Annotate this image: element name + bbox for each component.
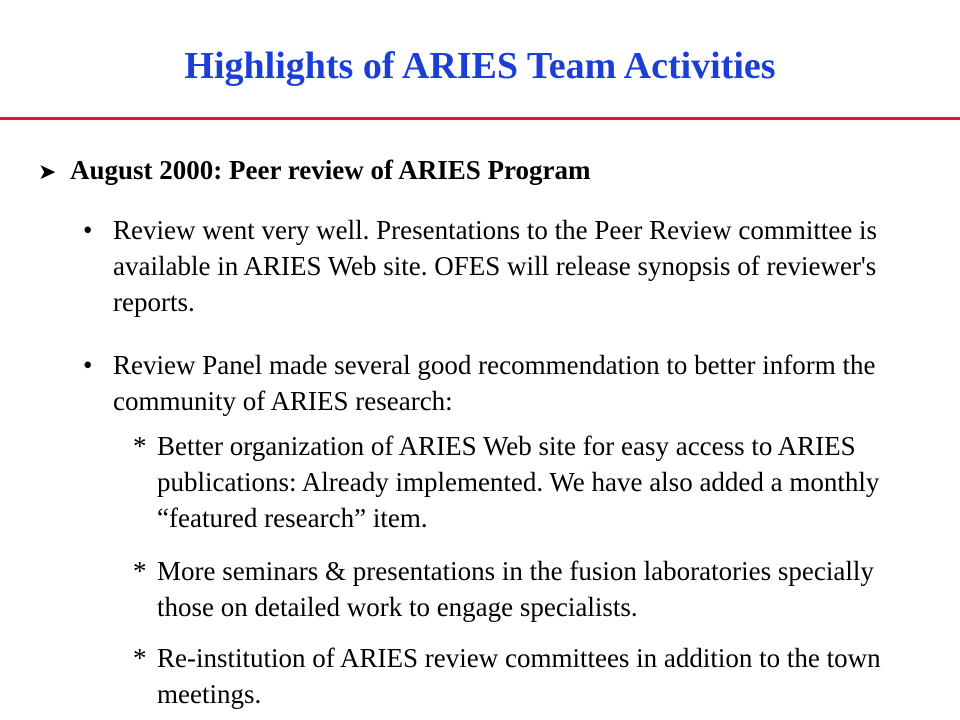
main-bullet-text: August 2000: Peer review of ARIES Program <box>70 155 591 185</box>
recommendation-text: Better organization of ARIES Web site for easy access to ARIES publications: Already implemented. We have also added a monthly “featured research” item. <box>157 431 880 533</box>
arrow-right-icon: ➤ <box>38 160 57 185</box>
bullet-point-panel <box>83 347 903 419</box>
recommendation-item <box>133 640 933 712</box>
recommendation-marker: * <box>133 431 147 461</box>
bullet-marker: • <box>83 215 93 245</box>
recommendation-text: More seminars & presentations in the fusion laboratories specially those on detailed work to engage specialists. <box>157 556 874 622</box>
title-divider <box>0 117 960 120</box>
recommendation-item <box>133 428 933 536</box>
recommendation-item <box>133 553 933 625</box>
slide-title: Highlights of ARIES Team Activities <box>184 45 776 87</box>
recommendation-text: Re-institution of ARIES review committees in addition to the town meetings. <box>157 643 881 709</box>
recommendation-marker: * <box>133 556 147 586</box>
bullet-text: Review Panel made several good recommendation to better inform the community of ARIES research: <box>113 350 876 416</box>
bullet-marker: • <box>83 350 93 380</box>
main-bullet <box>38 152 590 191</box>
bullet-point-review <box>83 212 903 320</box>
bullet-text: Review went very well. Presentations to the Peer Review committee is available in ARIES Web site. OFES will release synopsis of reviewer's reports. <box>113 215 878 317</box>
recommendation-marker: * <box>133 643 147 673</box>
